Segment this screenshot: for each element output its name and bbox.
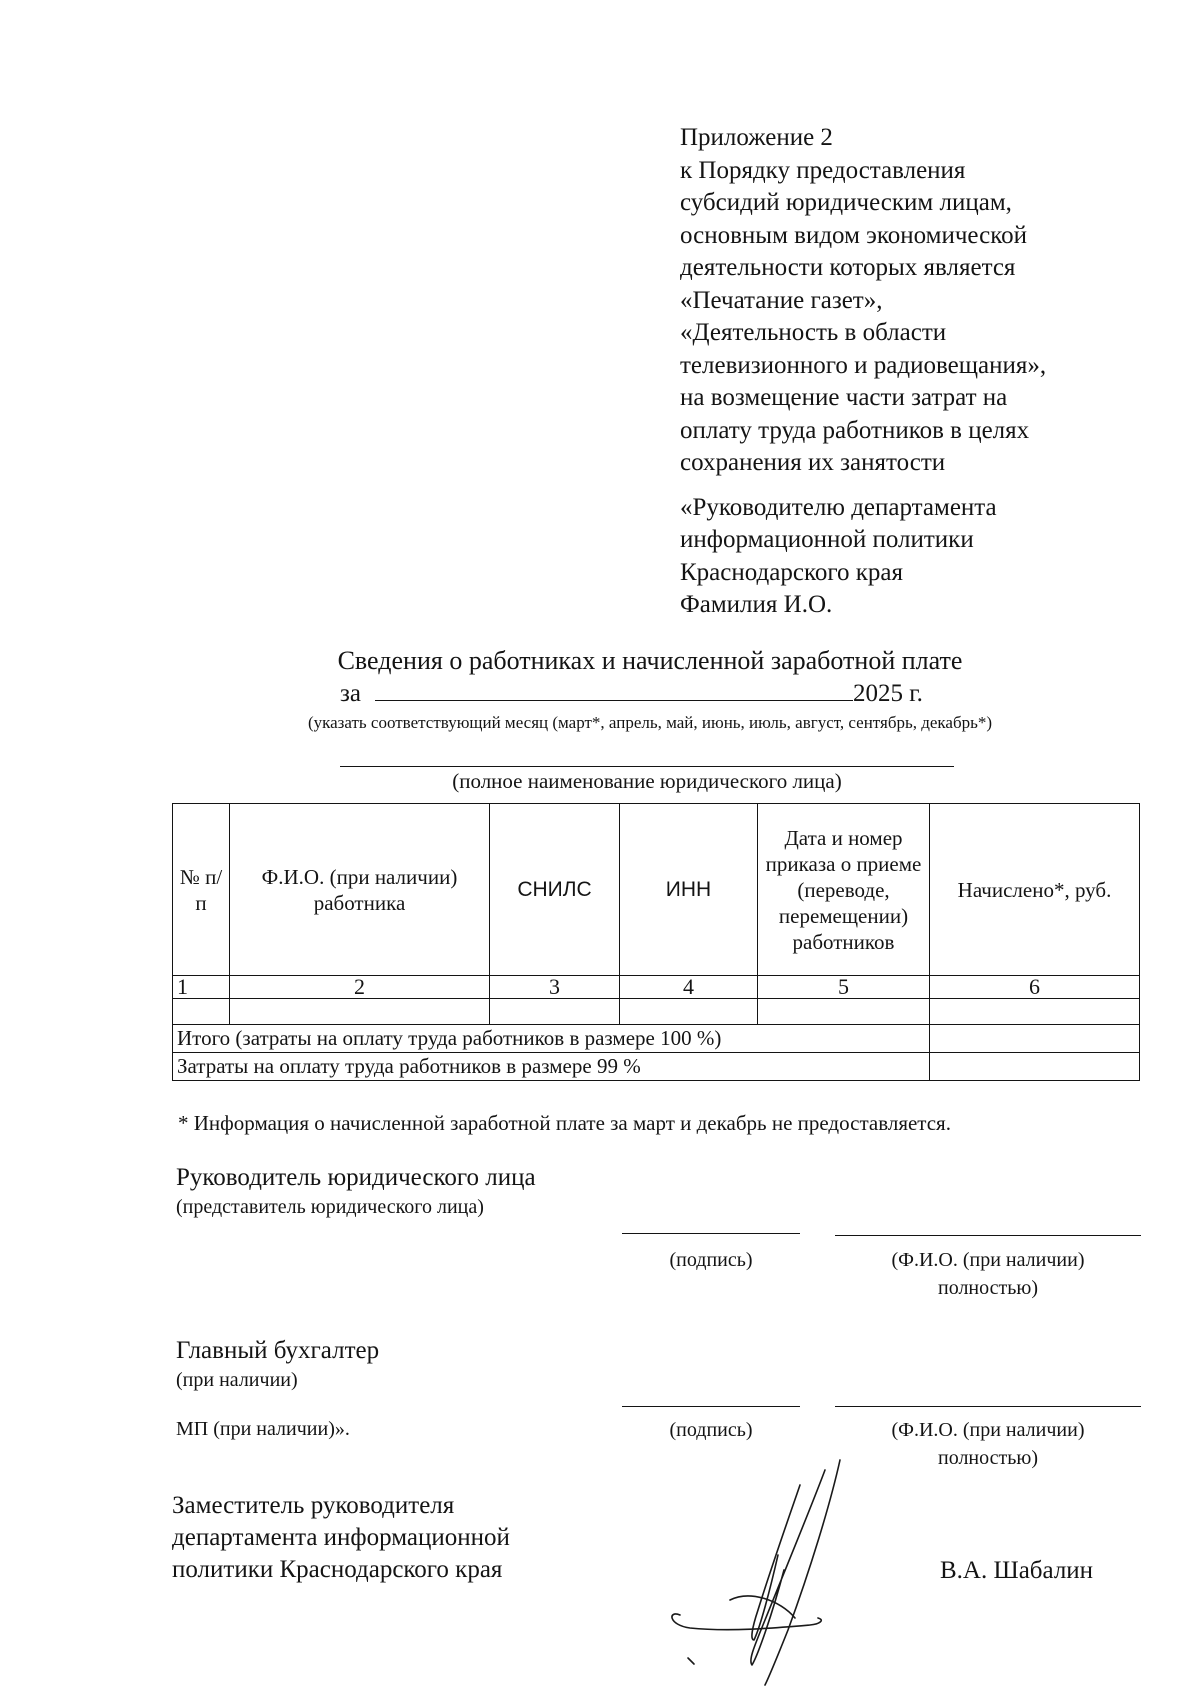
accountant-title: Главный бухгалтер	[176, 1337, 380, 1364]
signer-position-line: Заместитель руководителя	[172, 1492, 455, 1519]
cell-num[interactable]	[173, 999, 230, 1025]
appendix-line: субсидий юридическим лицам,	[680, 189, 1012, 216]
signer-position	[172, 1490, 510, 1586]
table-header-row	[173, 804, 1140, 976]
recipient-line: «Руководителю департамента	[680, 494, 997, 521]
accountant-signature-caption: (подпись)	[669, 1419, 753, 1441]
fio-caption-line: (Ф.И.О. (при наличии)	[891, 1419, 1085, 1441]
appendix-line: телевизионного и радиовещания»,	[680, 351, 1047, 379]
column-number: 2	[230, 976, 490, 999]
cell-fio[interactable]	[230, 999, 490, 1025]
head-fio-caption	[835, 1246, 1141, 1302]
head-signature-caption: (подпись)	[669, 1249, 753, 1271]
appendix-line: Приложение 2	[680, 124, 833, 151]
cell-order[interactable]	[758, 999, 930, 1025]
organization-name-field[interactable]	[340, 766, 954, 767]
head-signature-line[interactable]	[622, 1233, 800, 1234]
cell-accrued[interactable]	[930, 999, 1140, 1025]
period-year: 2025 г.	[852, 680, 923, 707]
appendix-line: «Деятельность в области	[680, 319, 947, 346]
period-prefix: за	[340, 680, 361, 707]
costs-row-label: Затраты на оплату труда работников в размере 99 %	[173, 1053, 930, 1081]
handwritten-signature	[660, 1450, 890, 1690]
cell-inn[interactable]	[620, 999, 758, 1025]
signer-position-line: департамента информационной	[172, 1524, 510, 1551]
appendix-line: на возмещение части затрат на	[680, 384, 1008, 411]
header-num: № п/п	[173, 804, 230, 976]
accountant-signature-line[interactable]	[622, 1406, 800, 1407]
appendix-line: основным видом экономической	[680, 221, 1027, 249]
fio-caption-line: (Ф.И.О. (при наличии)	[891, 1249, 1085, 1271]
total-row-value[interactable]	[930, 1025, 1140, 1053]
accountant-subtitle: (при наличии)	[176, 1369, 298, 1391]
period-month-field[interactable]	[375, 678, 853, 701]
organization-name-caption: (полное наименование юридического лица)	[452, 769, 842, 793]
appendix-line: «Печатание газет»,	[680, 286, 883, 314]
head-fio-line[interactable]	[835, 1235, 1141, 1236]
total-row	[173, 1025, 1140, 1053]
footnote: * Информация о начисленной заработной плате за март и декабрь не предоставляется.	[178, 1111, 951, 1135]
column-number: 5	[758, 976, 930, 999]
fio-caption-line: полностью)	[938, 1277, 1038, 1299]
signer-position-line: политики Краснодарского края	[172, 1556, 503, 1583]
appendix-line: деятельности которых является	[680, 254, 1016, 281]
header-fio: Ф.И.О. (при наличии) работника	[230, 804, 490, 976]
fio-caption-line: полностью)	[938, 1447, 1038, 1469]
appendix-line: к Порядку предоставления	[680, 156, 966, 184]
column-number: 6	[930, 976, 1140, 999]
recipient-line: информационной политики	[680, 526, 974, 554]
accountant-fio-line[interactable]	[835, 1406, 1141, 1407]
head-title: Руководитель юридического лица	[176, 1164, 536, 1191]
cell-snils[interactable]	[490, 999, 620, 1025]
costs-row-value[interactable]	[930, 1053, 1140, 1081]
recipient-line: Краснодарского края	[680, 558, 903, 586]
period-row	[340, 678, 923, 709]
costs-row	[173, 1053, 1140, 1081]
header-snils: СНИЛС	[490, 804, 620, 976]
appendix-header	[680, 122, 1140, 480]
column-number: 3	[490, 976, 620, 999]
recipient-line: Фамилия И.О.	[680, 590, 833, 618]
total-row-label: Итого (затраты на оплату труда работников в размере 100 %)	[173, 1025, 930, 1053]
column-number: 1	[173, 976, 230, 999]
appendix-line: оплату труда работников в целях	[680, 416, 1030, 444]
column-number: 4	[620, 976, 758, 999]
signer-name: В.А. Шабалин	[940, 1557, 1094, 1584]
recipient-block	[680, 492, 1140, 621]
stamp-label: МП (при наличии)».	[176, 1418, 350, 1440]
header-accrued: Начислено*, руб.	[930, 804, 1140, 976]
appendix-line: сохранения их занятости	[680, 449, 946, 476]
header-inn: ИНН	[620, 804, 758, 976]
header-order: Дата и номер приказа о приеме (переводе, перемещении) работников	[758, 804, 930, 976]
period-hint: (указать соответствующий месяц (март*, апрель, май, июнь, июль, август, сентябрь, декабрь*)	[307, 713, 993, 732]
table-row	[173, 999, 1140, 1025]
form-title: Сведения о работниках и начисленной заработной плате	[337, 646, 963, 675]
head-subtitle: (представитель юридического лица)	[176, 1196, 484, 1218]
column-numbers-row	[173, 976, 1140, 999]
employees-table	[172, 803, 1140, 1081]
